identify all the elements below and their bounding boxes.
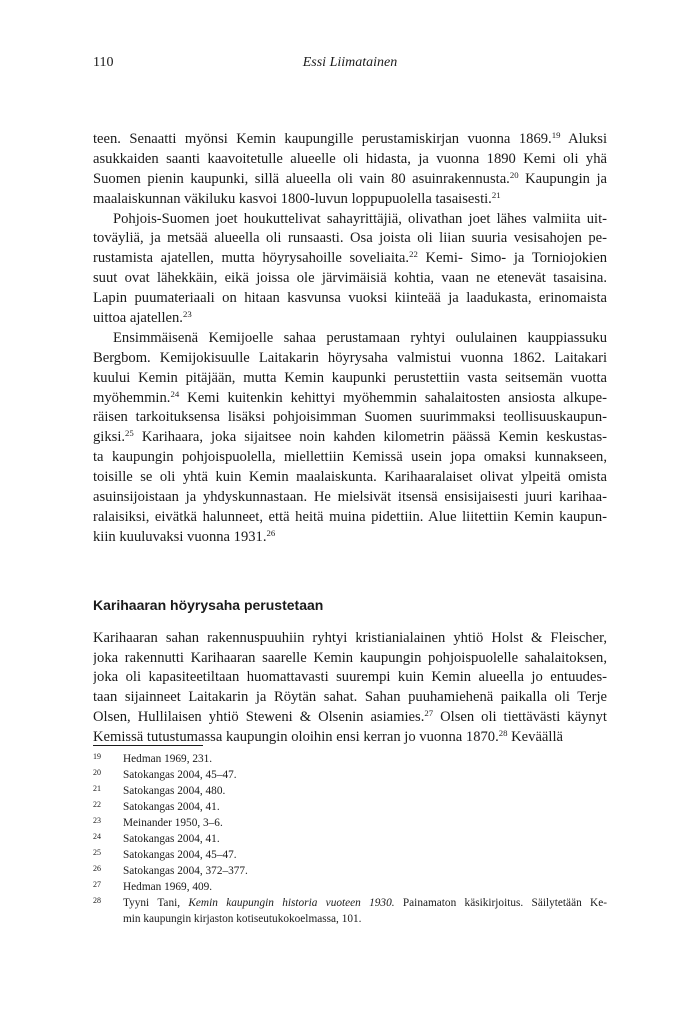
line-text: ta kaupungin pohjoispuolella, miellettiin Kemissä usein jopa omaksi kunnakseen,: [93, 449, 607, 466]
text-line: [93, 649, 607, 669]
text-line: [93, 190, 607, 210]
footnote-ref[interactable]: 27: [424, 708, 434, 719]
line-text: teen. Senaatti myönsi Kemin kaupungille perustamiskirjan vuonna 1869.: [93, 131, 552, 147]
footnote: [93, 847, 607, 863]
line-text: suut ovat lähekkäin, eikä joissa ole järvimäisiä kohtia, vaan ne etenevät tasaisina.: [93, 270, 607, 287]
footnote-number: 19: [93, 752, 101, 761]
footnote-ref[interactable]: 23: [182, 309, 192, 319]
footnote-rule: [93, 745, 203, 746]
footnote-text: Satokangas 2004, 45–47.: [123, 769, 237, 781]
line-text: kuului Kemin pitäjään, mutta Kemin kaupunki perustettiin vasta seitsemän vuotta: [93, 369, 607, 386]
line-text: Kemi kuitenkin kehittyi myöhemmin sahalaitosten ansiosta alkupe-: [179, 389, 607, 406]
footnote-text: Hedman 1969, 409.: [123, 881, 213, 893]
line-text: giksi.: [93, 429, 126, 446]
text-line: [93, 668, 607, 688]
footnote: [93, 799, 607, 815]
footnote-number: 21: [93, 784, 101, 793]
text-line: [93, 528, 607, 548]
page-number: 110: [93, 55, 114, 70]
footnote-text: min kaupungin kirjaston kotiseutukokoelmassa, 101.: [123, 913, 362, 925]
footnote-title: Kemin kaupungin historia vuoteen 1930.: [188, 897, 395, 909]
line-text: joka oli kapasiteetiltaan huomattavasti suurempi kuin Kemin alueella jo entuudes-: [93, 669, 607, 686]
footnote: [93, 831, 607, 847]
line-text: Karihaaran sahan rakennuspuuhiin ryhtyi kristianialainen yhtiö Holst & Fleischer,: [93, 629, 607, 646]
line-text: Aluksi: [560, 131, 607, 147]
footnote-ref[interactable]: 25: [125, 428, 134, 439]
footnote-text: Tyyni Tani, Kemin kaupungin historia vuoteen 1930. Painamaton käsikirjoitus. Säilytetään Ke-: [123, 897, 607, 909]
text-line: [93, 289, 607, 309]
footnote: [93, 783, 607, 799]
footnote-ref[interactable]: 26: [266, 527, 276, 538]
footnotes: [93, 751, 607, 927]
paragraph: [93, 629, 607, 748]
footnote-text: Satokangas 2004, 45–47.: [123, 849, 237, 861]
footnote: [93, 879, 607, 895]
footnote-text: Satokangas 2004, 480.: [123, 785, 226, 797]
text-line: [93, 130, 607, 150]
line-text: Bergbom. Kemijokisuulle Laitakarin höyrysaha valmistui vuonna 1862. Laitakari: [93, 349, 607, 366]
text-line: [93, 629, 607, 649]
text-line: [93, 688, 607, 708]
footnote-text: Hedman 1969, 231.: [123, 753, 213, 765]
footnote-number: 26: [93, 864, 101, 873]
footnote-number: 20: [93, 768, 101, 777]
footnote-text: Satokangas 2004, 41.: [123, 833, 220, 845]
footnote: [93, 863, 607, 879]
footnote-number: 25: [93, 848, 101, 857]
line-text: asuinsijoistaan ja yhdyskunnastaan. He mielsivät itsensä ensisijaisesti juuri karihaa-: [93, 489, 607, 506]
footnote-number: 22: [93, 800, 101, 809]
line-text: uittoa ajatellen.: [93, 310, 183, 327]
text-line: [93, 428, 607, 448]
text-line: [93, 448, 607, 468]
section-heading: Karihaaran höyrysaha perustetaan: [93, 596, 324, 613]
paragraph: [93, 329, 607, 548]
running-head: [93, 55, 607, 75]
footnote-number: 23: [93, 816, 101, 825]
footnote-number: 28: [93, 896, 101, 905]
text-line: [93, 150, 607, 170]
line-text: asukkaiden saanti kaavoitetulle alueelle oli hidasta, ja vuonna 1890 Kemi oli yhä: [93, 150, 607, 167]
text-line: [93, 369, 607, 389]
line-text: Karihaara, joka sijaitsee noin kahden kilometrin päässä Kemin keskustas-: [133, 429, 607, 446]
text-line: [93, 309, 607, 329]
running-title: Essi Liimatainen: [302, 55, 398, 70]
footnote-ref[interactable]: 24: [170, 388, 180, 399]
footnote-text: Satokangas 2004, 41.: [123, 801, 220, 813]
line-text: Olsen, Hullilaisen yhtiö Steweni & Olsenin asiamies.: [93, 709, 425, 726]
line-text: Suomen pienin kaupunki, sillä alueella oli vain 80 asuinrakennusta.: [93, 170, 510, 187]
footnote: [93, 767, 607, 783]
footnote-ref[interactable]: 19: [551, 130, 561, 140]
footnote: [93, 895, 607, 927]
line-text: rustamista ajatellen, mutta höyrysahoille soveliaita.: [93, 250, 410, 267]
heading-spacer: [93, 616, 607, 629]
line-text: Ensimmäisenä Kemijoelle sahaa perustamaan ryhtyi oululainen kauppiassuku: [113, 329, 607, 346]
footnote-text: Satokangas 2004, 372–377.: [123, 865, 248, 877]
line-text: toisille se oli yhtä kuin Kemin maalaiskunta. Karihaaralaiset olivat ylpeitä omista: [93, 469, 607, 486]
footnote: [93, 751, 607, 767]
line-text: Kemissä tutustumassa kaupungin oloihin ensi kerran jo vuonna 1870.: [93, 729, 499, 746]
paragraph: [93, 210, 607, 329]
footnote-ref[interactable]: 21: [491, 189, 501, 200]
footnote-number: 27: [93, 880, 101, 889]
line-text: ralaisiksi, eivätkä halunneet, että heitä muina pidettiin. Alue liitettiin Kemin kaupun-: [93, 508, 607, 525]
section-spacer: [93, 548, 607, 594]
footnote-text: Meinander 1950, 3–6.: [123, 817, 223, 829]
text-line: [93, 468, 607, 488]
line-text: myöhemmin.: [93, 389, 171, 406]
line-text: toväyliä, ja metsää alueella oli runsaasti. Osa joista oli liian suuria vesisahojen pe-: [93, 230, 607, 247]
text-line: [93, 508, 607, 528]
footnote-ref[interactable]: 20: [509, 169, 519, 180]
text-line: [93, 229, 607, 249]
text-line: [93, 488, 607, 508]
body-text: [93, 130, 607, 748]
footnote-number: 24: [93, 832, 101, 841]
footnote-ref[interactable]: 22: [409, 249, 418, 260]
text-line: [93, 249, 607, 269]
text-line: [93, 389, 607, 409]
footnote: [93, 815, 607, 831]
text-line: [93, 210, 607, 230]
line-text: maalaiskunnan väkiluku kasvoi 1800-luvun loppupuolella tasaisesti.: [93, 190, 492, 207]
line-text: Olsen oli tiettävästi käynyt: [433, 709, 607, 726]
line-text: Pohjois-Suomen joet houkuttelivat sahayrittäjiä, olivathan joet lähes valmiita uit-: [113, 210, 607, 227]
footnote-ref[interactable]: 28: [498, 728, 508, 738]
text-line: [93, 349, 607, 369]
line-text: Kaupungin ja: [518, 170, 607, 187]
text-line: [93, 408, 607, 428]
line-text: Keväällä: [507, 729, 563, 746]
line-text: räisen tarkoituksensa lisäksi pohjoisimman Suomen suurimmaksi teollisuuskaupun-: [93, 409, 607, 426]
line-text: Lapin puumateriaali on hitaan kasvunsa vuoksi kiinteää ja laadukasta, erinomaista: [93, 290, 607, 307]
text-line: [93, 170, 607, 190]
line-text: joka rakennutti Karihaaran saarelle Kemin kaupungin pohjoispuolelle sahalaitoksen,: [93, 649, 607, 666]
line-text: Kemi- Simo- ja Torniojokien: [417, 250, 607, 267]
text-line: [93, 708, 607, 728]
text-line: [93, 269, 607, 289]
line-text: taan sijainneet Laitakarin ja Röytän sahat. Sahan puuhamiehenä paikalla oli Terje: [93, 689, 607, 706]
text-line: [93, 329, 607, 349]
line-text: kiin kuuluvaksi vuonna 1931.: [93, 528, 267, 545]
paragraph: [93, 130, 607, 210]
